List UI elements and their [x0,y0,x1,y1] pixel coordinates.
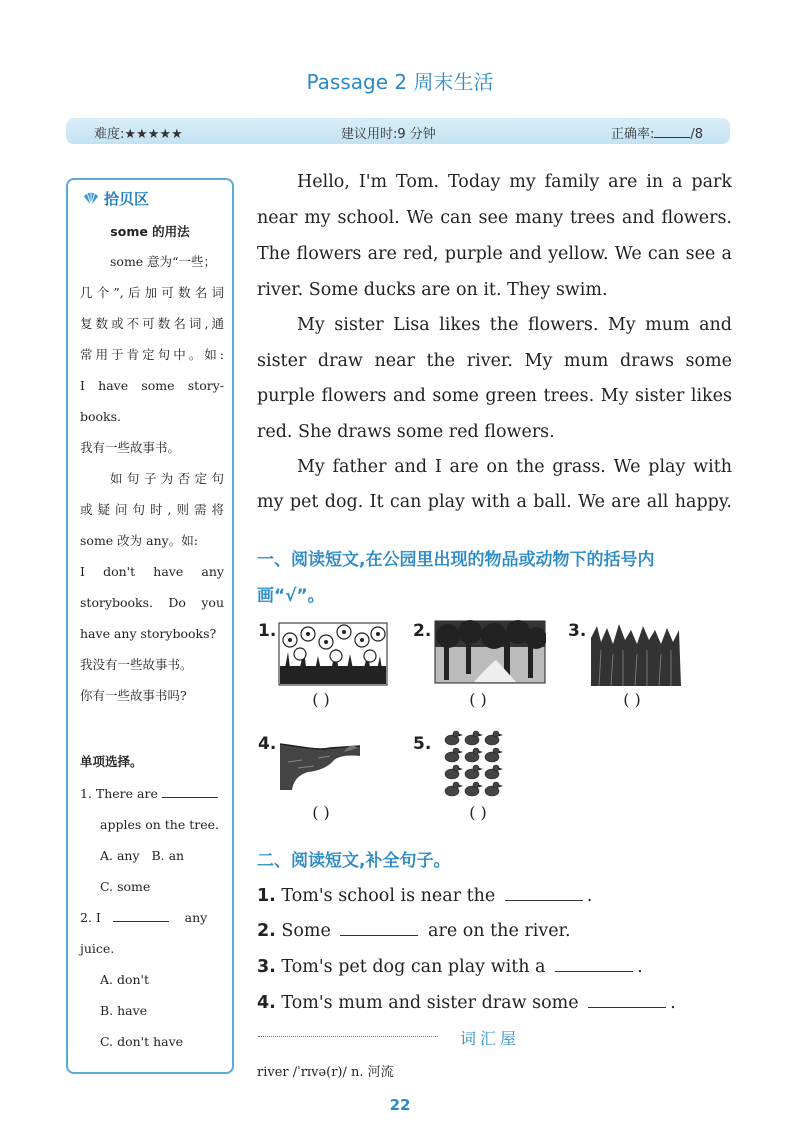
item-number: 3. [568,621,587,641]
q1-blank[interactable] [162,783,218,798]
difficulty-rating: 难度:★★★★★ [94,127,183,142]
passage-title: Passage 2 周末生活 [306,70,494,94]
section-2-instruction: 二、阅读短文,补全句子。 [257,851,451,871]
tip-line: 我有一些故事书。 [80,440,181,455]
answer-paren[interactable]: ( ) [469,803,487,822]
answer-blank[interactable] [340,917,418,936]
exercise-q2-cont: juice. [80,941,115,956]
passage-line: near my school. We can see many trees and flowers. [257,208,732,228]
tip-line: some 意为“一些； [110,254,217,269]
trees-picture [434,620,546,684]
section-1-instruction: 一、阅读短文,在公园里出现的物品或动物下的括号内 [257,550,655,570]
passage-line: sister draw near the river. My mum draws some [257,351,732,371]
q2-option-c: C. don't have [100,1034,184,1049]
exercise-q2: 2. I any [80,902,224,933]
ducks-picture [442,730,508,800]
page-number: 22 [389,1096,411,1114]
item-number: 2. [413,621,432,641]
answer-blank[interactable] [505,882,583,901]
tip-line: I don't have any [80,564,224,579]
q2-blank[interactable] [113,907,169,922]
passage-line: My sister Lisa likes the flowers. My mum and [297,315,732,335]
fill-question-2: 2. Some are on the river. [257,917,571,941]
answer-paren[interactable]: ( ) [623,690,641,709]
fill-question-3: 3. Tom's pet dog can play with a . [257,953,643,977]
q2-option-a: A. don't [100,972,150,987]
flowers-picture [278,622,388,686]
tip-line: 常用于肯定句中。如: [80,347,224,362]
tip-line: 或疑问句时,则需将 [80,502,224,517]
answer-paren[interactable]: ( ) [469,690,487,709]
passage-line: red. She draws some red flowers. [257,422,555,442]
passage-line: Hello, I'm Tom. Today my family are in a park [297,172,732,192]
q2-option-b: B. have [100,1003,148,1018]
tip-line: books. [80,409,122,424]
q1-option-c: C. some [100,879,151,894]
exercise-q1-cont: apples on the tree. [100,817,220,832]
sidebar-subtitle: some 的用法 [110,224,190,239]
tip-line: some 改为 any。如: [80,533,198,548]
item-number: 1. [258,621,277,641]
answer-paren[interactable]: ( ) [312,803,330,822]
passage-line: river. Some ducks are on it. They swim. [257,280,608,300]
grass-picture [589,620,683,686]
accuracy-rate: 正确率: /8 [611,127,704,142]
section-1-instruction-cont: 画“√”。 [257,586,325,606]
fill-question-1: 1. Tom's school is near the . [257,882,592,906]
tips-sidebar [66,178,234,1074]
river-picture [278,742,362,792]
tip-line: storybooks. Do you [80,595,224,610]
passage-line: My father and I are on the grass. We play with [297,457,732,477]
accuracy-blank[interactable] [654,125,690,138]
exercise-title: 单项选择。 [80,754,143,769]
fill-question-4: 4. Tom's mum and sister draw some . [257,989,676,1013]
tip-line: have any storybooks? [80,626,217,641]
passage-line: The flowers are red, purple and yellow. We can see a [257,244,732,264]
tip-line: 几个”,后加可数名词 [80,285,224,300]
shell-icon [82,189,100,207]
exercise-q1: 1. There are [80,778,224,809]
q1-options: A. any B. an [100,848,185,863]
tip-line: 如句子为否定句 [110,471,224,486]
tip-line: 你有一些故事书吗? [80,688,187,703]
vocab-divider [258,1036,438,1037]
vocab-entry: river /ˈrɪvə(r)/ n. 河流 [257,1065,394,1080]
info-bar [66,118,730,144]
passage-line: purple flowers and some green trees. My sister likes [257,386,732,406]
item-number: 5. [413,734,432,754]
answer-paren[interactable]: ( ) [312,690,330,709]
vocab-title: 词汇屋 [460,1029,521,1048]
suggested-time: 建议用时:9 分钟 [341,127,436,142]
answer-blank[interactable] [555,953,633,972]
tip-line: I have some story- [80,378,224,393]
item-number: 4. [258,734,277,754]
tip-line: 我没有一些故事书。 [80,657,193,672]
tip-line: 复数或不可数名词,通 [80,316,224,331]
answer-blank[interactable] [588,989,666,1008]
sidebar-heading: 拾贝区 [82,184,149,215]
passage-line: my pet dog. It can play with a ball. We are all happy. [257,492,732,512]
